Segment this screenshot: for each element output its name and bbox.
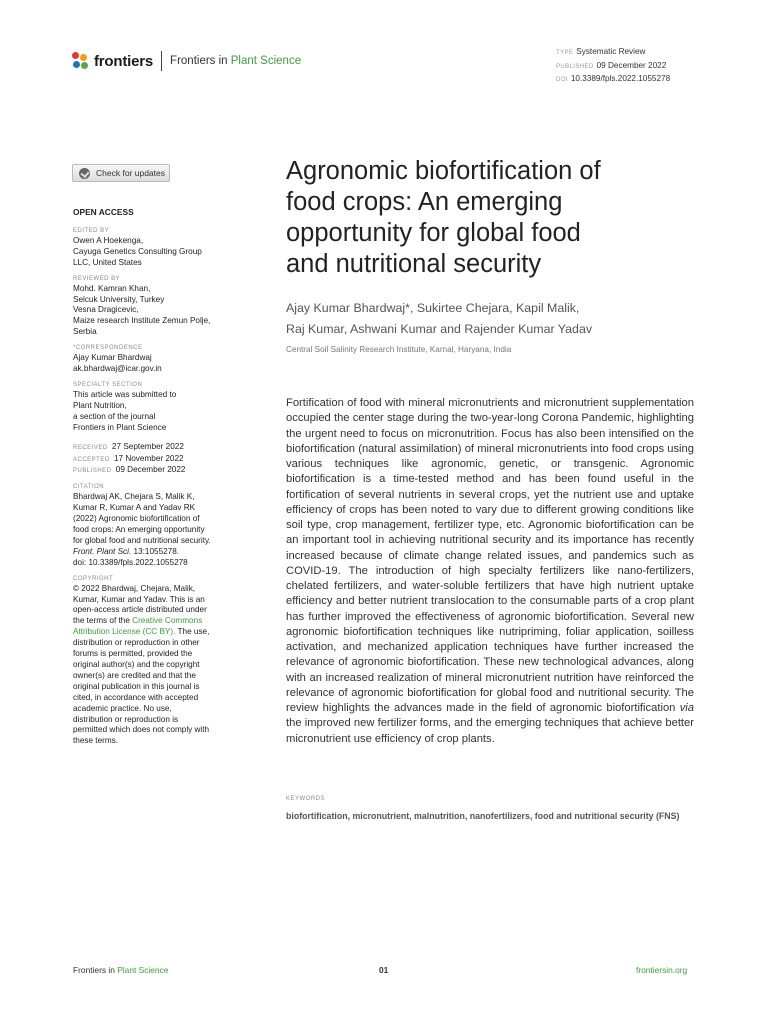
journal-name[interactable] — [170, 55, 301, 67]
specialty-section-label: SPECIALTY SECTION — [73, 381, 143, 388]
edited-by-label: EDITED BY — [73, 227, 110, 234]
citation: Bhardwaj AK, Chejara S, Malik K, Kumar R, Kumar A and Yadav RK (2022) Agronomic biofortification of food crops: An emerging opportunity for global food and nutritional security. Front. Plant Sci. 13:1055278. doi: 10.3389/fpls.2022.1055278 — [73, 492, 243, 568]
meta-type: TYPE Systematic Review — [556, 47, 646, 56]
keywords: biofortification, micronutrient, malnutrition, nanofertilizers, food and nutritional security (FNS) — [286, 811, 680, 821]
specialty-section: This article was submitted to Plant Nutrition, a section of the journal Frontiers in Plant Science — [73, 389, 177, 432]
cc-license-link[interactable]: Creative Commons — [132, 616, 203, 626]
published-date: PUBLISHED 09 December 2022 — [73, 465, 186, 475]
check-for-updates-button[interactable] — [72, 164, 170, 182]
footer-website-link[interactable]: frontiersin.org — [636, 965, 688, 975]
article-title: Agronomic biofortification of food crops: An emerging opportunity for global food and nutritional security — [286, 157, 601, 278]
copyright-label: COPYRIGHT — [73, 575, 114, 582]
header-divider — [161, 51, 162, 71]
frontiers-logo-icon — [72, 52, 90, 70]
keywords-label: KEYWORDS — [286, 796, 326, 802]
cc-license-link-cont[interactable]: Attribution License (CC BY). — [73, 627, 176, 637]
correspondence-email[interactable]: ak.bhardwaj@icar.gov.in — [73, 364, 162, 374]
correspondence-label: *CORRESPONDENCE — [73, 345, 143, 352]
accepted-date: ACCEPTED 17 November 2022 — [73, 453, 184, 463]
meta-published: PUBLISHED 09 December 2022 — [556, 60, 667, 70]
copyright: © 2022 Bhardwaj, Chejara, Malik, Kumar, Kumar and Yadav. This is an open-access article distributed under the terms of the Creative Commons Attribution License (CC BY). The use, distribution or reproduction in other forums is permitted, provided the original author(s) and the copyright owner(s) are credited and that the original publication in this journal is cited, in accordance with accepted academic practice. No use, distribution or reproduction is permitted which does not comply with these terms. — [73, 583, 210, 746]
check-updates-label: Check for updates — [96, 168, 165, 178]
citation-doi[interactable]: doi: 10.3389/fpls.2022.1055278 — [73, 557, 188, 567]
open-access-label: OPEN ACCESS — [73, 207, 134, 217]
received-date: RECEIVED 27 September 2022 — [73, 441, 184, 451]
author-list: Ajay Kumar Bhardwaj*, Sukirtee Chejara, Kapil Malik, Raj Kumar, Ashwani Kumar and Rajender Kumar Yadav — [286, 301, 593, 336]
page-number: 01 — [379, 965, 389, 975]
journal-title: Plant Science — [230, 55, 302, 67]
logo-text: frontiers — [94, 52, 154, 70]
article-sidebar — [73, 207, 243, 747]
meta-doi[interactable]: DOI 10.3389/fpls.2022.1055278 — [556, 74, 671, 83]
reviewed-by: Mohd. Kamran Khan, Selcuk University, Turkey Vesna Dragicevic, Maize research Institute Zemun Polje, Serbia — [73, 283, 211, 337]
citation-label: CITATION — [73, 484, 105, 491]
footer-journal: Frontiers in Plant Science — [73, 965, 169, 975]
journal-prefix: Frontiers in — [170, 55, 231, 67]
reviewed-by-label: REVIEWED BY — [73, 275, 121, 282]
affiliation: Central Soil Salinity Research Institute, Karnal, Haryana, India — [286, 345, 512, 354]
article-meta — [556, 46, 670, 87]
check-updates-icon — [79, 168, 90, 179]
correspondence: Ajay Kumar Bhardwaj ak.bhardwaj@icar.gov.in — [73, 353, 243, 375]
article-dates — [73, 442, 243, 478]
frontiers-logo[interactable] — [72, 51, 301, 71]
abstract: Fortification of food with mineral micronutrients and micronutrient supplementation occupied the center stage during the two-year-long Corona Pandemic, highlighting the urgent need to focus on micronutrition. Focus has also been intensified on the biofortification (natural assimilation) of mineral micronutrients into food crops using various techniques like agronomic, genetic, or transgenic. Agronomic biofortification is a time-tested method and has been found useful in the fortification of several nutrients in several crops, yet the nutrient use and uptake efficiency of crops has been noted to vary due to different growing conditions like soil type, crop management, fertilizer type, etc. Agronomic biofortification can be an important tool in achieving nutritional security and its importance has recently increased because of climate change related issues, and pandemics such as COVID-19. The introduction of high specialty fertilizers like nano-fertilizers, chelated fertilizers, and water-soluble fertilizers that have high nutrient uptake efficiency and better nutrient translocation to the consumable parts of a crop plant has further improved the effectiveness of agronomic biofortification. Several new agronomic biofortification techniques like nutripriming, foliar application, soilless activation, and mechanized application techniques have further increased the relevance of agronomic biofortification. These new technological advances, along with an increased realization of mineral micronutrient nutrition have reinforced the relevance of agronomic biofortification for global food and nutritional security. The review highlights the advances made in the field of agronomic biofortification via the improved new fertilizer forms, and the emerging techniques that achieve better micronutrient use efficiency of crop plants. — [286, 397, 694, 745]
edited-by: Owen A Hoekenga, Cayuga Genetics Consulting Group LLC, United States — [73, 235, 202, 267]
